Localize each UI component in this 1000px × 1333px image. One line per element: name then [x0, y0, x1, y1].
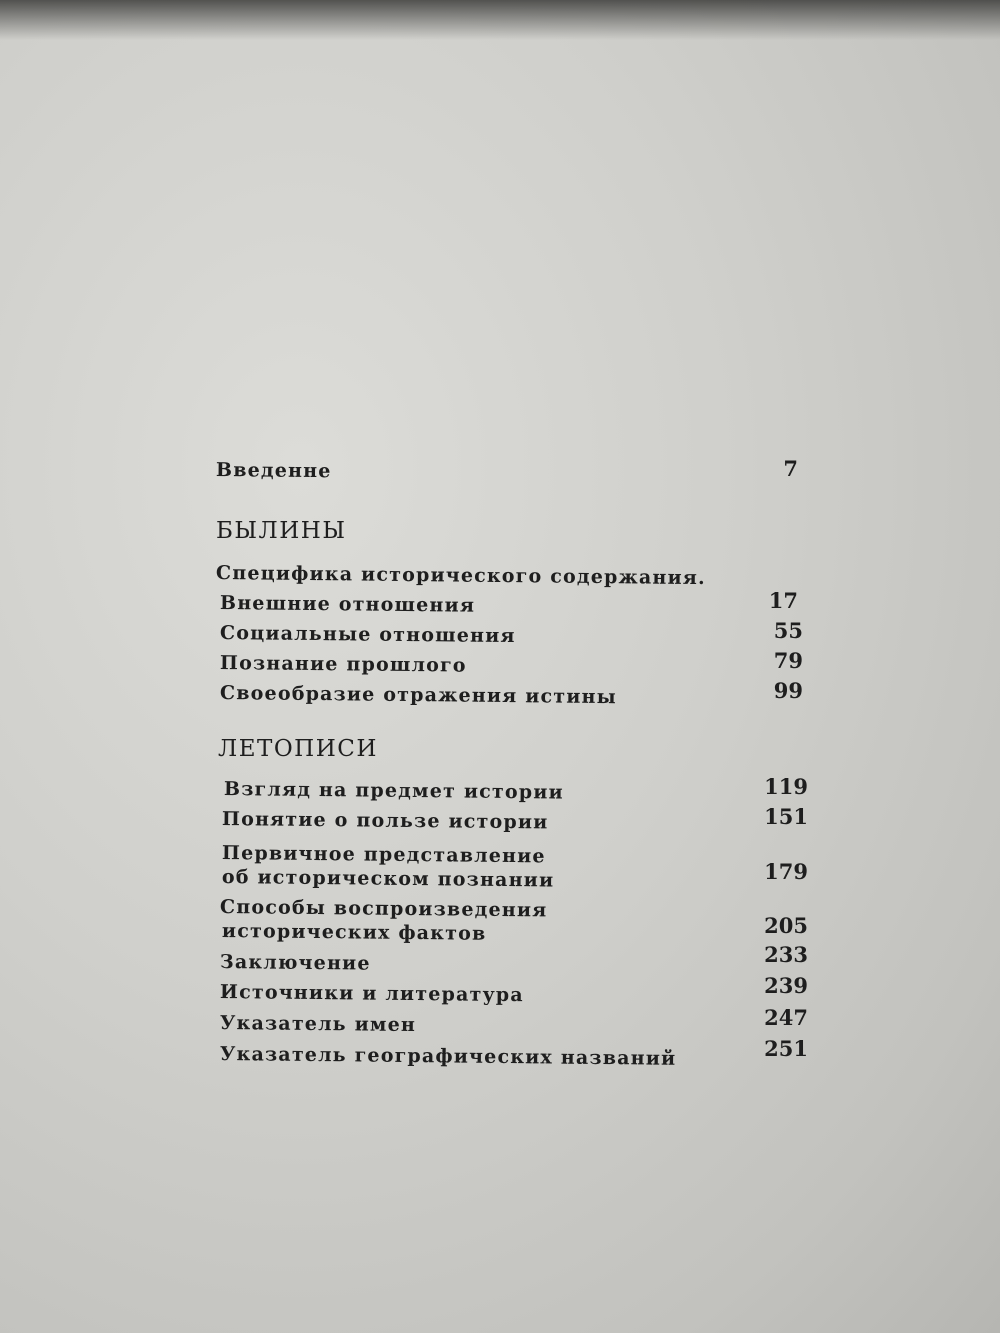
section-heading-byliny: БЫЛИНЫ — [216, 518, 347, 544]
toc-entry-intro-title: Введенне — [215, 459, 332, 483]
toc-entry-letopisi-7-page: 247 — [764, 1005, 808, 1030]
toc-entry-letopisi-7-title: Указатель имен — [219, 1012, 417, 1037]
toc-entry-letopisi-5-page: 233 — [764, 942, 808, 967]
toc-entry-letopisi-3-title-line1: Первичное представление — [221, 842, 546, 868]
toc-entry-letopisi-1-page: 119 — [764, 774, 808, 799]
toc-entry-letopisi-1-title: Взгляд на предмет истории — [223, 778, 564, 804]
toc-entry-letopisi-8-title: Указатель географических названий — [219, 1043, 677, 1070]
toc-entry-letopisi-2-page: 151 — [764, 804, 808, 829]
toc-entry-letopisi-4-page: 205 — [764, 913, 808, 938]
toc-entry-bylina-4-page: 99 — [773, 678, 803, 703]
toc-entry-bylina-3-title: Познание прошлого — [219, 652, 467, 677]
toc-entry-letopisi-6-title: Источники и литература — [219, 981, 524, 1007]
toc-entry-bylina-4-title: Своеобразие отражения истины — [219, 682, 618, 709]
toc-entry-letopisi-6-page: 239 — [764, 973, 808, 998]
toc-entry-bylina-3-page: 79 — [773, 648, 803, 673]
toc-entry-letopisi-3-title-line2: об историческом познании — [221, 866, 555, 892]
toc-entry-bylina-2-page: 55 — [773, 618, 803, 643]
toc-entry-letopisi-5-title: Заключение — [219, 951, 371, 975]
toc-entry-bylina-1-title: Внешние отношения — [219, 592, 476, 617]
toc-entry-bylina-2-title: Социальные отношения — [219, 622, 516, 648]
toc-entry-letopisi-4-title-line1: Способы воспроизведения — [219, 896, 548, 922]
toc-entry-intro-page: 7 — [783, 456, 798, 481]
toc-entry-letopisi-8-page: 251 — [764, 1036, 808, 1061]
section-heading-letopisi: ЛЕТОПИСИ — [218, 736, 378, 762]
toc-entry-letopisi-2-title: Понятие о пользе истории — [221, 808, 549, 834]
toc-entry-letopisi-4-title-line2: исторических фактов — [221, 920, 487, 945]
toc-entry-bylina-1-page: 17 — [768, 588, 798, 613]
toc-entry-letopisi-3-page: 179 — [764, 859, 808, 884]
toc-group-title-bylina: Специфика исторического содержания. — [215, 562, 707, 590]
